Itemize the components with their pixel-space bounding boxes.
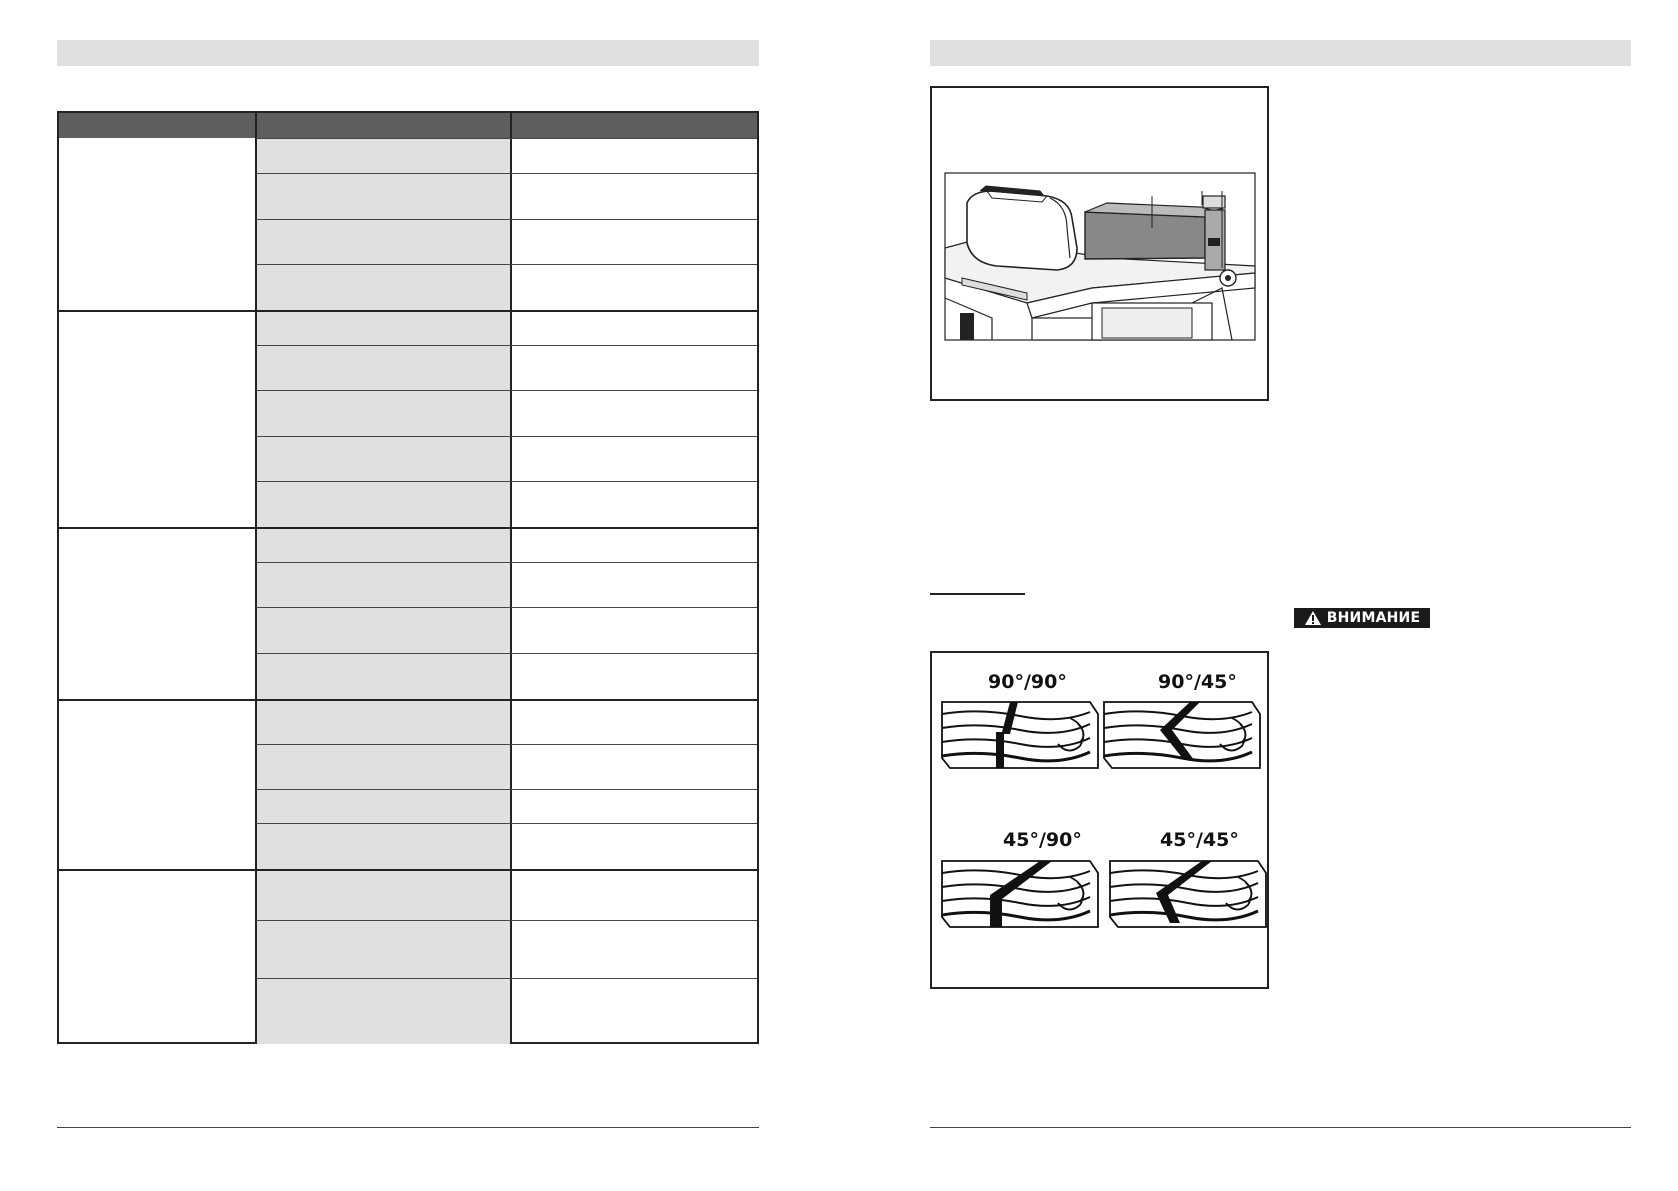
right-page-footer-rule xyxy=(930,1127,1631,1128)
joint-label-90-45: 90°/45° xyxy=(1158,671,1237,693)
joint-illustration-45-90 xyxy=(940,853,1100,933)
left-page-footer-rule xyxy=(57,1127,759,1128)
joint-label-90-90: 90°/90° xyxy=(988,671,1067,693)
left-page-header-bar xyxy=(57,40,759,66)
joint-illustration-45-45 xyxy=(1108,853,1268,933)
joint-illustration-90-45 xyxy=(1102,694,1262,774)
warning-badge xyxy=(1294,608,1430,628)
table-cell xyxy=(257,138,510,1044)
rip-fence-illustration xyxy=(932,88,1267,399)
joint-label-45-45: 45°/45° xyxy=(1160,829,1239,851)
warning-triangle-icon xyxy=(1304,610,1322,626)
warning-label: ВНИМАНИЕ xyxy=(1326,610,1421,626)
joint-illustration-90-90 xyxy=(940,694,1100,774)
right-page-header-bar xyxy=(930,40,1631,66)
table-header-row xyxy=(59,113,757,138)
rip-fence-figure xyxy=(930,86,1269,401)
section-heading-underline xyxy=(930,593,1025,595)
troubleshooting-table xyxy=(57,111,759,1044)
joint-label-45-90: 45°/90° xyxy=(1003,829,1082,851)
